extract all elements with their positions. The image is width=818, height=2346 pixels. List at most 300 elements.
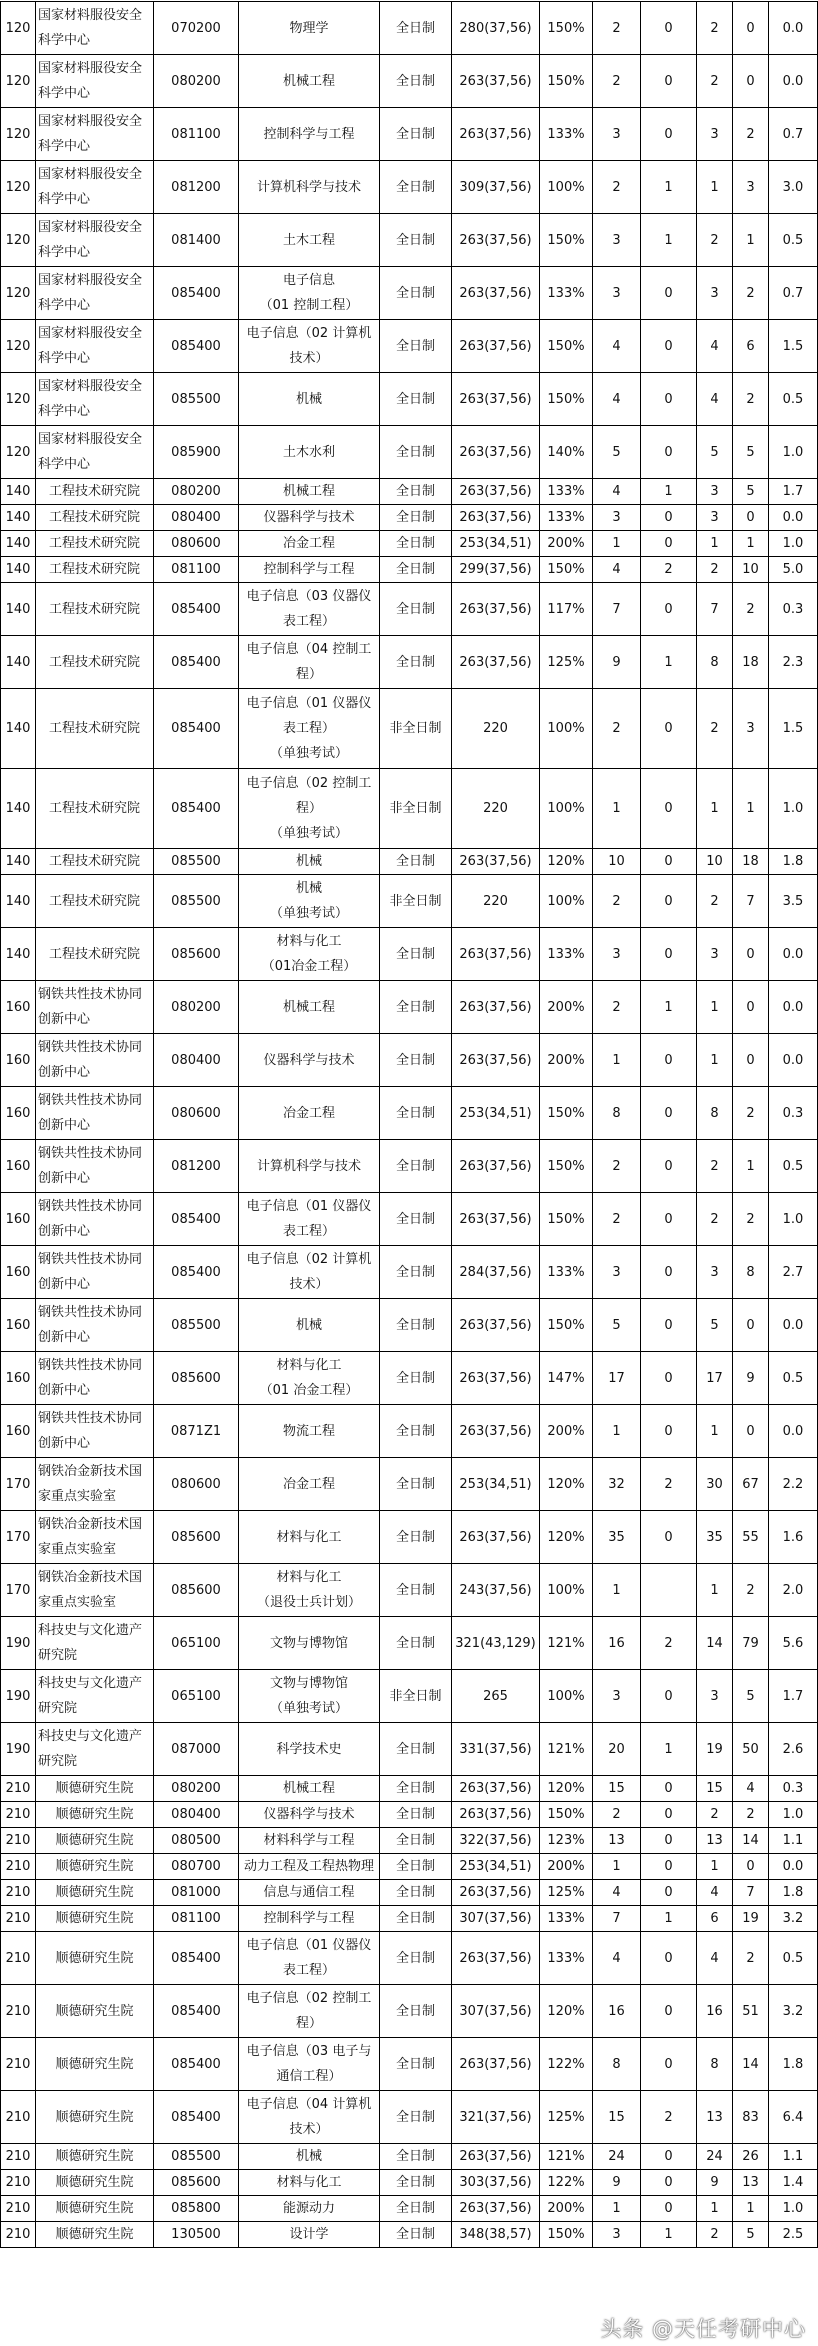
department-cell: 国家材料服役安全 科学中心 bbox=[36, 55, 154, 108]
value-2-cell: 0 bbox=[641, 1985, 697, 2038]
value-1-cell: 1 bbox=[593, 1854, 641, 1880]
value-2-cell: 0 bbox=[641, 1776, 697, 1802]
dept-code-cell: 120 bbox=[1, 2, 36, 55]
value-4-cell: 2 bbox=[733, 1087, 769, 1140]
value-2-cell: 1 bbox=[641, 1723, 697, 1776]
major-code-cell: 081100 bbox=[154, 557, 239, 583]
major-name-cell: 电子信息（01 仪器仪 表工程） bbox=[239, 1193, 380, 1246]
major-name-cell: 机械 bbox=[239, 1299, 380, 1352]
value-2-cell: 0 bbox=[641, 2196, 697, 2222]
study-mode-cell: 全日制 bbox=[380, 1564, 452, 1617]
table-body bbox=[1, 2, 818, 2248]
major-name-cell: 机械工程 bbox=[239, 479, 380, 505]
dept-code-cell: 210 bbox=[1, 1880, 36, 1906]
table-row bbox=[1, 981, 818, 1034]
major-code-cell: 087000 bbox=[154, 1723, 239, 1776]
score-line-cell: 253(34,51) bbox=[452, 531, 540, 557]
value-4-cell: 1 bbox=[733, 1140, 769, 1193]
dept-code-cell: 170 bbox=[1, 1511, 36, 1564]
score-line-cell: 307(37,56) bbox=[452, 1906, 540, 1932]
ratio-cell: 133% bbox=[540, 928, 593, 981]
major-name-cell: 电子信息（02 控制工 程） （单独考试） bbox=[239, 769, 380, 849]
table-row bbox=[1, 875, 818, 928]
value-2-cell: 0 bbox=[641, 426, 697, 479]
score-line-cell: 263(37,56) bbox=[452, 636, 540, 689]
value-5-cell: 0.5 bbox=[769, 373, 818, 426]
value-3-cell: 1 bbox=[697, 1034, 733, 1087]
dept-code-cell: 210 bbox=[1, 2038, 36, 2091]
dept-code-cell: 160 bbox=[1, 1140, 36, 1193]
major-name-cell: 机械工程 bbox=[239, 1776, 380, 1802]
value-3-cell: 7 bbox=[697, 583, 733, 636]
value-3-cell: 2 bbox=[697, 2, 733, 55]
table-row bbox=[1, 2144, 818, 2170]
value-3-cell: 16 bbox=[697, 1985, 733, 2038]
major-name-cell: 仪器科学与技术 bbox=[239, 1034, 380, 1087]
study-mode-cell: 全日制 bbox=[380, 849, 452, 875]
major-name-cell: 冶金工程 bbox=[239, 531, 380, 557]
major-code-cell: 085400 bbox=[154, 1932, 239, 1985]
value-1-cell: 3 bbox=[593, 928, 641, 981]
table-row bbox=[1, 636, 818, 689]
department-cell: 钢铁共性技术协同 创新中心 bbox=[36, 1352, 154, 1405]
dept-code-cell: 210 bbox=[1, 2222, 36, 2248]
score-line-cell: 284(37,56) bbox=[452, 1246, 540, 1299]
study-mode-cell: 全日制 bbox=[380, 2038, 452, 2091]
score-line-cell: 243(37,56) bbox=[452, 1564, 540, 1617]
value-3-cell: 3 bbox=[697, 928, 733, 981]
table-row bbox=[1, 373, 818, 426]
major-name-cell: 物流工程 bbox=[239, 1405, 380, 1458]
value-5-cell: 1.0 bbox=[769, 1193, 818, 1246]
table-row bbox=[1, 849, 818, 875]
major-name-cell: 电子信息（03 电子与 通信工程） bbox=[239, 2038, 380, 2091]
score-line-cell: 309(37,56) bbox=[452, 161, 540, 214]
department-cell: 顺德研究生院 bbox=[36, 1985, 154, 2038]
ratio-cell: 123% bbox=[540, 1828, 593, 1854]
value-1-cell: 3 bbox=[593, 505, 641, 531]
value-5-cell: 5.6 bbox=[769, 1617, 818, 1670]
value-5-cell: 1.1 bbox=[769, 1828, 818, 1854]
department-cell: 工程技术研究院 bbox=[36, 769, 154, 849]
value-3-cell: 9 bbox=[697, 2170, 733, 2196]
study-mode-cell: 全日制 bbox=[380, 1405, 452, 1458]
dept-code-cell: 120 bbox=[1, 320, 36, 373]
score-line-cell: 263(37,56) bbox=[452, 1880, 540, 1906]
department-cell: 顺德研究生院 bbox=[36, 1828, 154, 1854]
value-4-cell: 5 bbox=[733, 1670, 769, 1723]
department-cell: 工程技术研究院 bbox=[36, 689, 154, 769]
dept-code-cell: 190 bbox=[1, 1670, 36, 1723]
value-1-cell: 4 bbox=[593, 1880, 641, 1906]
department-cell: 国家材料服役安全 科学中心 bbox=[36, 373, 154, 426]
table-row bbox=[1, 2091, 818, 2144]
value-3-cell: 3 bbox=[697, 1670, 733, 1723]
value-1-cell: 9 bbox=[593, 2170, 641, 2196]
ratio-cell: 200% bbox=[540, 531, 593, 557]
value-2-cell: 2 bbox=[641, 557, 697, 583]
study-mode-cell: 全日制 bbox=[380, 373, 452, 426]
major-code-cell: 085600 bbox=[154, 928, 239, 981]
value-1-cell: 35 bbox=[593, 1511, 641, 1564]
value-5-cell: 6.4 bbox=[769, 2091, 818, 2144]
dept-code-cell: 190 bbox=[1, 1723, 36, 1776]
value-4-cell: 2 bbox=[733, 1802, 769, 1828]
dept-code-cell: 160 bbox=[1, 1246, 36, 1299]
table-row bbox=[1, 1906, 818, 1932]
value-4-cell: 2 bbox=[733, 1932, 769, 1985]
major-name-cell: 动力工程及工程热物理 bbox=[239, 1854, 380, 1880]
value-3-cell: 19 bbox=[697, 1723, 733, 1776]
value-2-cell: 0 bbox=[641, 1932, 697, 1985]
department-cell: 国家材料服役安全 科学中心 bbox=[36, 2, 154, 55]
department-cell: 科技史与文化遗产 研究院 bbox=[36, 1617, 154, 1670]
value-1-cell: 1 bbox=[593, 769, 641, 849]
score-line-cell: 263(37,56) bbox=[452, 2038, 540, 2091]
score-line-cell: 263(37,56) bbox=[452, 426, 540, 479]
value-1-cell: 2 bbox=[593, 981, 641, 1034]
dept-code-cell: 120 bbox=[1, 214, 36, 267]
value-2-cell: 2 bbox=[641, 1617, 697, 1670]
major-code-cell: 085500 bbox=[154, 373, 239, 426]
value-2-cell: 0 bbox=[641, 1511, 697, 1564]
study-mode-cell: 全日制 bbox=[380, 2170, 452, 2196]
value-5-cell: 0.0 bbox=[769, 505, 818, 531]
study-mode-cell: 全日制 bbox=[380, 636, 452, 689]
ratio-cell: 100% bbox=[540, 875, 593, 928]
score-line-cell: 280(37,56) bbox=[452, 2, 540, 55]
major-code-cell: 080200 bbox=[154, 55, 239, 108]
value-4-cell: 0 bbox=[733, 1405, 769, 1458]
department-cell: 工程技术研究院 bbox=[36, 928, 154, 981]
value-4-cell: 7 bbox=[733, 1880, 769, 1906]
ratio-cell: 133% bbox=[540, 505, 593, 531]
value-3-cell: 5 bbox=[697, 426, 733, 479]
value-3-cell: 2 bbox=[697, 689, 733, 769]
table-row bbox=[1, 557, 818, 583]
major-name-cell: 材料与化工 bbox=[239, 2170, 380, 2196]
score-line-cell: 263(37,56) bbox=[452, 1776, 540, 1802]
major-code-cell: 085400 bbox=[154, 636, 239, 689]
department-cell: 顺德研究生院 bbox=[36, 2222, 154, 2248]
major-name-cell: 土木工程 bbox=[239, 214, 380, 267]
value-5-cell: 3.0 bbox=[769, 161, 818, 214]
department-cell: 科技史与文化遗产 研究院 bbox=[36, 1670, 154, 1723]
value-3-cell: 2 bbox=[697, 55, 733, 108]
value-4-cell: 18 bbox=[733, 849, 769, 875]
value-3-cell: 8 bbox=[697, 636, 733, 689]
table-row bbox=[1, 1087, 818, 1140]
major-code-cell: 080200 bbox=[154, 981, 239, 1034]
value-1-cell: 4 bbox=[593, 1932, 641, 1985]
value-5-cell: 0.0 bbox=[769, 981, 818, 1034]
value-4-cell: 2 bbox=[733, 1564, 769, 1617]
score-line-cell: 263(37,56) bbox=[452, 479, 540, 505]
table-row bbox=[1, 583, 818, 636]
dept-code-cell: 210 bbox=[1, 1906, 36, 1932]
value-4-cell: 5 bbox=[733, 2222, 769, 2248]
score-line-cell: 322(37,56) bbox=[452, 1828, 540, 1854]
major-code-cell: 081100 bbox=[154, 108, 239, 161]
value-3-cell: 1 bbox=[697, 531, 733, 557]
value-4-cell: 14 bbox=[733, 1828, 769, 1854]
value-4-cell: 7 bbox=[733, 875, 769, 928]
table-row bbox=[1, 320, 818, 373]
study-mode-cell: 全日制 bbox=[380, 1458, 452, 1511]
major-name-cell: 冶金工程 bbox=[239, 1458, 380, 1511]
ratio-cell: 150% bbox=[540, 2222, 593, 2248]
value-5-cell: 1.8 bbox=[769, 1880, 818, 1906]
value-3-cell: 8 bbox=[697, 1087, 733, 1140]
value-5-cell: 0.3 bbox=[769, 1087, 818, 1140]
major-name-cell: 计算机科学与技术 bbox=[239, 1140, 380, 1193]
value-5-cell: 1.7 bbox=[769, 1670, 818, 1723]
value-2-cell: 0 bbox=[641, 531, 697, 557]
score-line-cell: 263(37,56) bbox=[452, 1299, 540, 1352]
study-mode-cell: 非全日制 bbox=[380, 875, 452, 928]
table-row bbox=[1, 2222, 818, 2248]
table-row bbox=[1, 928, 818, 981]
value-2-cell: 0 bbox=[641, 108, 697, 161]
score-line-cell: 263(37,56) bbox=[452, 928, 540, 981]
value-1-cell: 5 bbox=[593, 426, 641, 479]
major-code-cell: 080500 bbox=[154, 1828, 239, 1854]
dept-code-cell: 160 bbox=[1, 1352, 36, 1405]
table-row bbox=[1, 479, 818, 505]
value-4-cell: 79 bbox=[733, 1617, 769, 1670]
study-mode-cell: 全日制 bbox=[380, 1299, 452, 1352]
major-name-cell: 物理学 bbox=[239, 2, 380, 55]
ratio-cell: 122% bbox=[540, 2038, 593, 2091]
value-3-cell: 1 bbox=[697, 161, 733, 214]
value-3-cell: 2 bbox=[697, 1140, 733, 1193]
study-mode-cell: 全日制 bbox=[380, 1193, 452, 1246]
value-1-cell: 24 bbox=[593, 2144, 641, 2170]
major-code-cell: 085900 bbox=[154, 426, 239, 479]
value-2-cell bbox=[641, 1564, 697, 1617]
department-cell: 工程技术研究院 bbox=[36, 636, 154, 689]
table-row bbox=[1, 1802, 818, 1828]
value-1-cell: 3 bbox=[593, 108, 641, 161]
table-row bbox=[1, 1723, 818, 1776]
value-4-cell: 1 bbox=[733, 214, 769, 267]
value-1-cell: 8 bbox=[593, 1087, 641, 1140]
major-code-cell: 080200 bbox=[154, 1776, 239, 1802]
major-name-cell: 设计学 bbox=[239, 2222, 380, 2248]
value-5-cell: 0.5 bbox=[769, 214, 818, 267]
value-2-cell: 2 bbox=[641, 2091, 697, 2144]
score-line-cell: 263(37,56) bbox=[452, 1034, 540, 1087]
score-line-cell: 263(37,56) bbox=[452, 267, 540, 320]
table-row bbox=[1, 267, 818, 320]
major-code-cell: 085400 bbox=[154, 1193, 239, 1246]
score-line-cell: 299(37,56) bbox=[452, 557, 540, 583]
study-mode-cell: 全日制 bbox=[380, 1906, 452, 1932]
value-5-cell: 1.0 bbox=[769, 531, 818, 557]
major-code-cell: 085600 bbox=[154, 1352, 239, 1405]
ratio-cell: 121% bbox=[540, 2144, 593, 2170]
value-5-cell: 1.1 bbox=[769, 2144, 818, 2170]
major-name-cell: 材料科学与工程 bbox=[239, 1828, 380, 1854]
value-4-cell: 6 bbox=[733, 320, 769, 373]
score-line-cell: 348(38,57) bbox=[452, 2222, 540, 2248]
major-name-cell: 电子信息（03 仪器仪 表工程） bbox=[239, 583, 380, 636]
major-code-cell: 085400 bbox=[154, 320, 239, 373]
department-cell: 工程技术研究院 bbox=[36, 479, 154, 505]
dept-code-cell: 120 bbox=[1, 55, 36, 108]
value-4-cell: 5 bbox=[733, 479, 769, 505]
dept-code-cell: 120 bbox=[1, 426, 36, 479]
ratio-cell: 133% bbox=[540, 479, 593, 505]
value-1-cell: 2 bbox=[593, 161, 641, 214]
major-name-cell: 能源动力 bbox=[239, 2196, 380, 2222]
value-1-cell: 3 bbox=[593, 267, 641, 320]
score-line-cell: 321(43,129) bbox=[452, 1617, 540, 1670]
value-1-cell: 1 bbox=[593, 1564, 641, 1617]
department-cell: 顺德研究生院 bbox=[36, 1854, 154, 1880]
dept-code-cell: 120 bbox=[1, 161, 36, 214]
department-cell: 钢铁冶金新技术国 家重点实验室 bbox=[36, 1564, 154, 1617]
value-3-cell: 4 bbox=[697, 1932, 733, 1985]
value-3-cell: 1 bbox=[697, 1405, 733, 1458]
dept-code-cell: 120 bbox=[1, 373, 36, 426]
score-line-cell: 263(37,56) bbox=[452, 849, 540, 875]
major-code-cell: 085400 bbox=[154, 689, 239, 769]
table-row bbox=[1, 1246, 818, 1299]
major-code-cell: 081200 bbox=[154, 1140, 239, 1193]
major-name-cell: 土木水利 bbox=[239, 426, 380, 479]
major-name-cell: 信息与通信工程 bbox=[239, 1880, 380, 1906]
study-mode-cell: 非全日制 bbox=[380, 1670, 452, 1723]
ratio-cell: 120% bbox=[540, 1776, 593, 1802]
study-mode-cell: 全日制 bbox=[380, 1802, 452, 1828]
value-4-cell: 14 bbox=[733, 2038, 769, 2091]
dept-code-cell: 190 bbox=[1, 1617, 36, 1670]
dept-code-cell: 160 bbox=[1, 1034, 36, 1087]
score-line-cell: 263(37,56) bbox=[452, 505, 540, 531]
value-3-cell: 3 bbox=[697, 505, 733, 531]
major-code-cell: 065100 bbox=[154, 1617, 239, 1670]
dept-code-cell: 170 bbox=[1, 1564, 36, 1617]
score-line-cell: 307(37,56) bbox=[452, 1985, 540, 2038]
table-row bbox=[1, 1670, 818, 1723]
value-2-cell: 0 bbox=[641, 1405, 697, 1458]
department-cell: 国家材料服役安全 科学中心 bbox=[36, 267, 154, 320]
dept-code-cell: 140 bbox=[1, 557, 36, 583]
value-4-cell: 1 bbox=[733, 769, 769, 849]
value-1-cell: 7 bbox=[593, 583, 641, 636]
ratio-cell: 100% bbox=[540, 161, 593, 214]
table-row bbox=[1, 505, 818, 531]
ratio-cell: 133% bbox=[540, 267, 593, 320]
dept-code-cell: 140 bbox=[1, 769, 36, 849]
study-mode-cell: 全日制 bbox=[380, 1723, 452, 1776]
value-3-cell: 17 bbox=[697, 1352, 733, 1405]
department-cell: 工程技术研究院 bbox=[36, 505, 154, 531]
value-5-cell: 2.2 bbox=[769, 1458, 818, 1511]
value-4-cell: 2 bbox=[733, 583, 769, 636]
score-line-cell: 253(34,51) bbox=[452, 1087, 540, 1140]
major-code-cell: 080600 bbox=[154, 1087, 239, 1140]
value-1-cell: 15 bbox=[593, 1776, 641, 1802]
value-5-cell: 1.8 bbox=[769, 849, 818, 875]
major-name-cell: 材料与化工 （退役士兵计划） bbox=[239, 1564, 380, 1617]
ratio-cell: 133% bbox=[540, 1906, 593, 1932]
dept-code-cell: 140 bbox=[1, 928, 36, 981]
major-name-cell: 仪器科学与技术 bbox=[239, 1802, 380, 1828]
study-mode-cell: 全日制 bbox=[380, 161, 452, 214]
study-mode-cell: 全日制 bbox=[380, 1034, 452, 1087]
value-2-cell: 1 bbox=[641, 479, 697, 505]
major-name-cell: 电子信息（01 仪器仪 表工程） bbox=[239, 1932, 380, 1985]
study-mode-cell: 全日制 bbox=[380, 1854, 452, 1880]
department-cell: 顺德研究生院 bbox=[36, 2038, 154, 2091]
department-cell: 国家材料服役安全 科学中心 bbox=[36, 108, 154, 161]
value-3-cell: 4 bbox=[697, 1880, 733, 1906]
score-line-cell: 265 bbox=[452, 1670, 540, 1723]
ratio-cell: 121% bbox=[540, 1617, 593, 1670]
value-1-cell: 3 bbox=[593, 214, 641, 267]
value-2-cell: 1 bbox=[641, 161, 697, 214]
value-5-cell: 1.7 bbox=[769, 479, 818, 505]
value-3-cell: 2 bbox=[697, 214, 733, 267]
value-4-cell: 2 bbox=[733, 108, 769, 161]
major-code-cell: 080200 bbox=[154, 479, 239, 505]
major-code-cell: 085500 bbox=[154, 2144, 239, 2170]
value-4-cell: 4 bbox=[733, 1776, 769, 1802]
department-cell: 顺德研究生院 bbox=[36, 1802, 154, 1828]
value-1-cell: 4 bbox=[593, 373, 641, 426]
value-5-cell: 0.0 bbox=[769, 55, 818, 108]
ratio-cell: 120% bbox=[540, 1511, 593, 1564]
score-line-cell: 220 bbox=[452, 875, 540, 928]
value-3-cell: 13 bbox=[697, 2091, 733, 2144]
study-mode-cell: 全日制 bbox=[380, 214, 452, 267]
value-2-cell: 0 bbox=[641, 1087, 697, 1140]
value-2-cell: 0 bbox=[641, 1828, 697, 1854]
value-4-cell: 0 bbox=[733, 928, 769, 981]
value-5-cell: 1.4 bbox=[769, 2170, 818, 2196]
value-1-cell: 13 bbox=[593, 1828, 641, 1854]
ratio-cell: 150% bbox=[540, 1193, 593, 1246]
value-2-cell: 0 bbox=[641, 1034, 697, 1087]
major-name-cell: 冶金工程 bbox=[239, 1087, 380, 1140]
ratio-cell: 200% bbox=[540, 1405, 593, 1458]
department-cell: 工程技术研究院 bbox=[36, 557, 154, 583]
value-4-cell: 0 bbox=[733, 55, 769, 108]
dept-code-cell: 140 bbox=[1, 689, 36, 769]
value-5-cell: 0.7 bbox=[769, 108, 818, 161]
table-row bbox=[1, 1034, 818, 1087]
major-name-cell: 机械 bbox=[239, 2144, 380, 2170]
value-1-cell: 1 bbox=[593, 2196, 641, 2222]
value-5-cell: 1.5 bbox=[769, 320, 818, 373]
study-mode-cell: 全日制 bbox=[380, 1932, 452, 1985]
value-5-cell: 0.3 bbox=[769, 583, 818, 636]
value-5-cell: 1.6 bbox=[769, 1511, 818, 1564]
department-cell: 顺德研究生院 bbox=[36, 1932, 154, 1985]
value-3-cell: 2 bbox=[697, 1802, 733, 1828]
table-row bbox=[1, 1458, 818, 1511]
study-mode-cell: 全日制 bbox=[380, 928, 452, 981]
table-row bbox=[1, 108, 818, 161]
value-1-cell: 15 bbox=[593, 2091, 641, 2144]
study-mode-cell: 全日制 bbox=[380, 2, 452, 55]
study-mode-cell: 全日制 bbox=[380, 505, 452, 531]
major-name-cell: 电子信息（04 计算机 技术） bbox=[239, 2091, 380, 2144]
department-cell: 钢铁共性技术协同 创新中心 bbox=[36, 1087, 154, 1140]
major-name-cell: 电子信息（02 控制工 程） bbox=[239, 1985, 380, 2038]
